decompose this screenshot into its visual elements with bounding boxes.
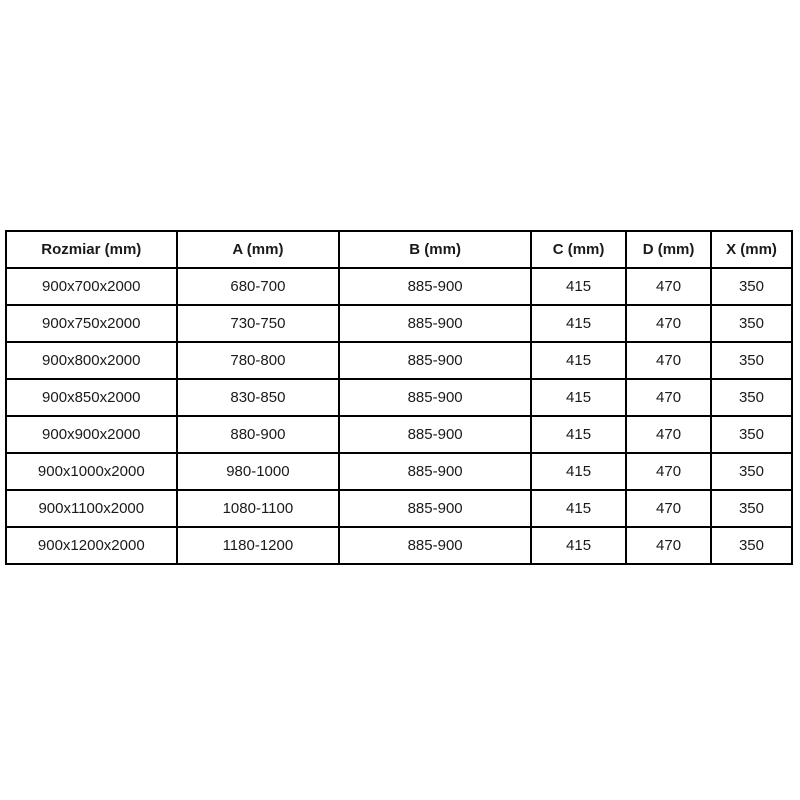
table-cell: 415 — [531, 305, 626, 342]
table-cell: 350 — [711, 453, 792, 490]
table-cell: 885-900 — [339, 416, 531, 453]
table-cell: 350 — [711, 527, 792, 564]
table-row — [6, 305, 792, 342]
table-cell: 415 — [531, 527, 626, 564]
column-header-x: X (mm) — [711, 231, 792, 268]
table-cell: 415 — [531, 379, 626, 416]
table-cell: 470 — [626, 453, 711, 490]
column-header-b: B (mm) — [339, 231, 531, 268]
table-cell: 900x1000x2000 — [6, 453, 177, 490]
table-row — [6, 490, 792, 527]
table-row — [6, 268, 792, 305]
table-row — [6, 379, 792, 416]
table-cell: 415 — [531, 490, 626, 527]
column-header-rozmiar: Rozmiar (mm) — [6, 231, 177, 268]
table-cell: 885-900 — [339, 453, 531, 490]
table-cell: 470 — [626, 416, 711, 453]
table-cell: 415 — [531, 416, 626, 453]
table-cell: 470 — [626, 305, 711, 342]
table-cell: 900x850x2000 — [6, 379, 177, 416]
table-cell: 415 — [531, 268, 626, 305]
table-cell: 1180-1200 — [177, 527, 340, 564]
header-row — [6, 231, 792, 268]
table-cell: 900x1100x2000 — [6, 490, 177, 527]
column-header-c: C (mm) — [531, 231, 626, 268]
table-header — [6, 231, 792, 268]
table-cell: 900x800x2000 — [6, 342, 177, 379]
table-cell: 900x1200x2000 — [6, 527, 177, 564]
table-cell: 350 — [711, 342, 792, 379]
table-cell: 470 — [626, 527, 711, 564]
table-cell: 900x900x2000 — [6, 416, 177, 453]
table-cell: 470 — [626, 342, 711, 379]
table-row — [6, 342, 792, 379]
table-cell: 730-750 — [177, 305, 340, 342]
table-cell: 470 — [626, 268, 711, 305]
table-cell: 350 — [711, 416, 792, 453]
table-cell: 415 — [531, 453, 626, 490]
size-spec-table — [5, 230, 793, 565]
table-cell: 830-850 — [177, 379, 340, 416]
table-cell: 885-900 — [339, 379, 531, 416]
table-cell: 680-700 — [177, 268, 340, 305]
table-cell: 350 — [711, 490, 792, 527]
table-cell: 880-900 — [177, 416, 340, 453]
table-cell: 350 — [711, 268, 792, 305]
table-cell: 980-1000 — [177, 453, 340, 490]
table-cell: 1080-1100 — [177, 490, 340, 527]
table-body — [6, 268, 792, 564]
table-cell: 350 — [711, 305, 792, 342]
column-header-d: D (mm) — [626, 231, 711, 268]
table-row — [6, 416, 792, 453]
table-cell: 470 — [626, 490, 711, 527]
table-cell: 885-900 — [339, 305, 531, 342]
table-cell: 885-900 — [339, 268, 531, 305]
table-cell: 900x700x2000 — [6, 268, 177, 305]
column-header-a: A (mm) — [177, 231, 340, 268]
table-cell: 900x750x2000 — [6, 305, 177, 342]
table-cell: 470 — [626, 379, 711, 416]
table-cell: 415 — [531, 342, 626, 379]
table-row — [6, 453, 792, 490]
table-cell: 885-900 — [339, 527, 531, 564]
table-cell: 780-800 — [177, 342, 340, 379]
table-cell: 885-900 — [339, 490, 531, 527]
table-cell: 350 — [711, 379, 792, 416]
table-cell: 885-900 — [339, 342, 531, 379]
table-row — [6, 527, 792, 564]
